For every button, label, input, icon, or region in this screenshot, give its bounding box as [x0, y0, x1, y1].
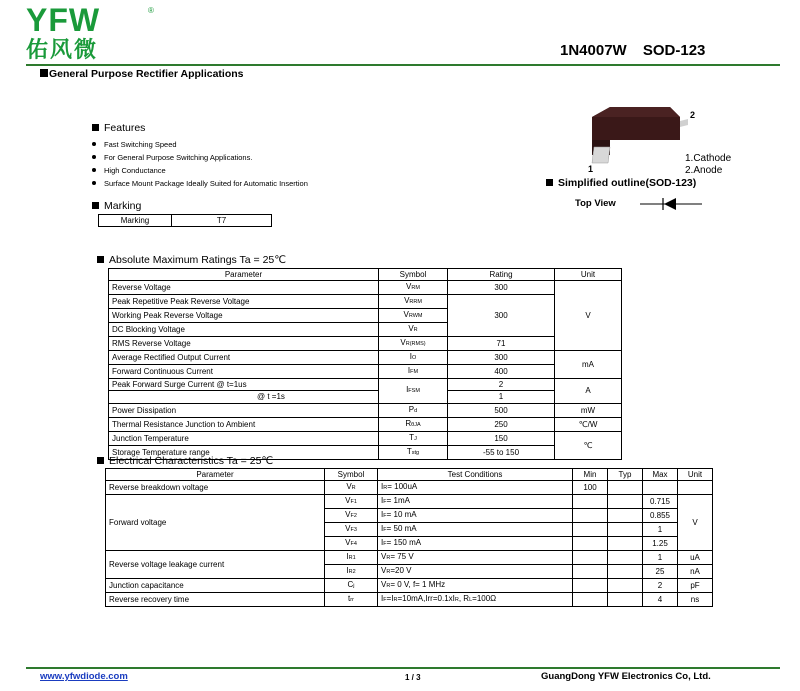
footer-rule: [26, 667, 780, 669]
logo-chinese: 佑风微: [26, 38, 99, 63]
cathode-label: 1.Cathode: [685, 153, 732, 164]
table-row: Reverse recovery time trr IF=IR=10mA,Irr=0.1xIR, RL=100Ω 4 ns: [106, 593, 713, 607]
logo-text: YFW: [26, 2, 101, 38]
header-rule: [26, 64, 780, 66]
elec-table: [105, 468, 713, 607]
outline-title: Simplified outline(SOD-123): [546, 177, 696, 189]
table-row: RMS Reverse Voltage VR(RMS) 71: [109, 337, 622, 351]
table-row: Peak Repetitive Peak Reverse Voltage VRRM 300: [109, 295, 622, 309]
pin1-label: 1: [588, 164, 594, 174]
marking-value: T7: [172, 215, 272, 227]
table-row: VF2 IF= 10 mA 0.855: [106, 509, 713, 523]
company-name: GuangDong YFW Electronics Co, Ltd.: [541, 671, 711, 682]
application-title: General Purpose Rectifier Applications: [40, 68, 244, 80]
table-row: Thermal Resistance Junction to Ambient RθJA 250 ℃/W: [109, 417, 622, 431]
part-title: [560, 42, 705, 59]
marking-label: Marking: [99, 215, 172, 227]
table-header-row: Parameter Symbol Rating Unit: [109, 269, 622, 281]
package-name: SOD-123: [642, 42, 706, 59]
part-number: 1N4007W: [560, 42, 627, 59]
anode-label: 2.Anode: [685, 165, 723, 176]
table-row: Power Dissipation Pd 500 mW: [109, 403, 622, 417]
table-row: Average Rectified Output Current IO 300 mA: [109, 351, 622, 365]
table-row: Reverse Voltage VRM 300 V: [109, 281, 622, 295]
marking-heading: Marking: [92, 200, 141, 212]
website-link[interactable]: www.yfwdiode.com: [40, 671, 128, 682]
table-row: Peak Forward Surge Current @ t=1us IFSM 2 A: [109, 379, 622, 391]
table-row: Reverse voltage leakage current IR1 VR= 75 V 1 uA: [106, 551, 713, 565]
features-heading: Features: [92, 122, 145, 134]
table-row: Junction capacitance Cj VR= 0 V, f= 1 MHz 2 pF: [106, 579, 713, 593]
feature-item: For General Purpose Switching Applications.: [92, 151, 308, 164]
page-number: 1 / 3: [405, 673, 421, 682]
table-row: Forward Continuous Current IFM 400: [109, 365, 622, 379]
abs-max-table: [108, 268, 622, 460]
diode-symbol-icon: [640, 196, 702, 212]
feature-item: High Conductance: [92, 164, 308, 177]
table-row: IR2 VR=20 V 25 nA: [106, 565, 713, 579]
table-row: @ t =1s 1: [109, 391, 622, 403]
table-header-row: Parameter Symbol Test Conditions Min Typ Max Unit: [106, 469, 713, 481]
table-row: Working Peak Reverse Voltage VRWM: [109, 309, 622, 323]
table-row: DC Blocking Voltage VR: [109, 323, 622, 337]
table-row: VF3 IF= 50 mA 1: [106, 523, 713, 537]
features-list: [92, 138, 308, 190]
table-row: Junction Temperature TJ 150 ℃: [109, 431, 622, 445]
table-row: Forward voltage VF1 IF= 1mA 0.715 V: [106, 495, 713, 509]
abs-max-heading: Absolute Maximum Ratings Ta = 25℃: [97, 254, 286, 266]
marking-table: [98, 214, 272, 227]
table-row: Reverse breakdown voltage VR IR= 100uA 100: [106, 481, 713, 495]
feature-item: Fast Switching Speed: [92, 138, 308, 151]
table-row: VF4 IF= 150 mA 1.25: [106, 537, 713, 551]
feature-item: Surface Mount Package Ideally Suited for Automatic Insertion: [92, 177, 308, 190]
top-view-label: Top View: [575, 198, 616, 209]
pin2-label: 2: [690, 110, 696, 120]
pin-legend: [685, 153, 731, 177]
table-row: Storage Temperature range Tstg -55 to 150: [109, 445, 622, 459]
package-outline-image: [580, 95, 700, 170]
elec-heading: Electrical Characteristics Ta = 25℃: [97, 455, 273, 467]
registered-mark: ®: [148, 6, 154, 15]
